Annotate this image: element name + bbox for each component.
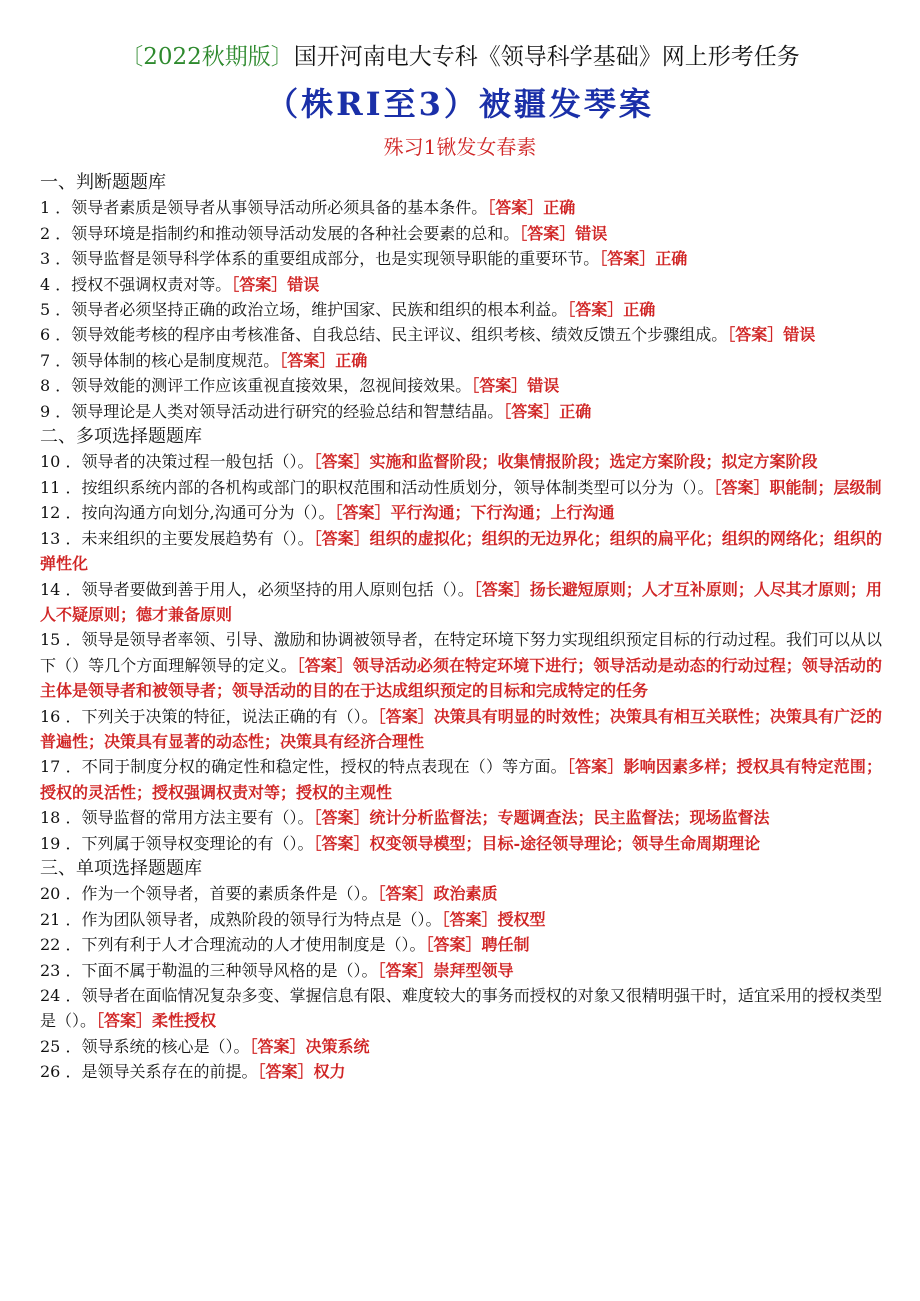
answer-text: ［答案］统计分析监督法；专题调查法；民主监督法；现场监督法 xyxy=(313,808,770,828)
question-number: 6 xyxy=(40,325,51,345)
question-item xyxy=(40,958,882,983)
answer-text: ［答案］错误 xyxy=(231,274,320,294)
answer-text: ［答案］柔性授权 xyxy=(96,1011,217,1031)
question-text: ．领导是领导者率领、引导、激励和协调被领导者，在特定环境下努力实现组织预定目标的行动过程。我们可以从以下（）等几个方面理解领导的定义。 xyxy=(40,630,882,675)
question-number: 17 xyxy=(40,757,61,777)
question-number: 21 xyxy=(40,909,61,929)
question-item xyxy=(40,1059,882,1084)
question-text: ．领导效能的测评工作应该重视直接效果，忽视间接效果。 xyxy=(55,376,472,396)
question-item xyxy=(40,449,882,474)
question-number: 7 xyxy=(40,350,51,370)
question-number: 22 xyxy=(40,935,61,955)
question-item xyxy=(40,500,882,525)
title-prefix: 〔2022秋期版〕 xyxy=(120,44,294,70)
question-item xyxy=(40,805,882,830)
question-text: ．领导体制的核心是制度规范。 xyxy=(55,350,280,370)
question-item xyxy=(40,983,882,1034)
question-text: ．未来组织的主要发展趋势有（）。 xyxy=(65,528,314,548)
question-number: 14 xyxy=(40,579,61,599)
question-item xyxy=(40,272,882,297)
answer-text: ［答案］组织的虚拟化；组织的无边界化；组织的扁平化；组织的网络化；组织的弹性化 xyxy=(40,528,882,574)
question-text: ．授权不强调权责对等。 xyxy=(55,274,232,294)
question-text: ．作为一个领导者，首要的素质条件是（）。 xyxy=(65,884,378,904)
question-item xyxy=(40,754,882,805)
question-number: 8 xyxy=(40,376,51,396)
answer-text: ［答案］决策系统 xyxy=(249,1036,370,1056)
question-number: 4 xyxy=(40,274,51,294)
answer-text: ［答案］崇拜型领导 xyxy=(377,960,514,980)
answer-text: ［答案］决策具有明显的时效性；决策具有相互关联性；决策具有广泛的普遍性；决策具有显著的动态性；决策具有经济合理性 xyxy=(40,706,882,751)
answer-text: ［答案］扬长避短原则；人才互补原则；人尽其才原则；用人不疑原则；德才兼备原则 xyxy=(40,579,882,624)
answer-text: ［答案］权力 xyxy=(257,1062,346,1082)
question-list xyxy=(40,170,882,1085)
practice-title: 殊习1锹发女春素 xyxy=(383,135,537,159)
question-number: 26 xyxy=(40,1062,61,1082)
question-text: ．不同于制度分权的确定性和稳定性，授权的特点表现在（）等方面。 xyxy=(65,757,567,777)
question-item xyxy=(40,373,882,398)
question-text: ．领导环境是指制约和推动领导活动发展的各种社会要素的总和。 xyxy=(55,223,520,243)
document-title xyxy=(0,42,920,72)
question-number: 9 xyxy=(40,401,51,421)
question-item xyxy=(40,246,882,271)
question-text: ．按组织系统内部的各机构或部门的职权范围和活动性质划分，领导体制类型可以分为（）。 xyxy=(65,477,714,497)
answer-text: ［答案］平行沟通；下行沟通；上行沟通 xyxy=(334,503,615,523)
question-item xyxy=(40,195,882,220)
document-subtitle: （株RI至3）被疆发琴案 xyxy=(266,85,654,123)
answer-text: ［答案］领导活动必须在特定环境下进行；领导活动是动态的行动过程；领导活动的主体是领导者和被领导者；领导活动的目的在于达成组织预定的目标和完成特定的任务 xyxy=(40,655,882,701)
question-text: ．下列关于决策的特征，说法正确的有（）。 xyxy=(65,706,378,726)
question-number: 20 xyxy=(40,884,61,904)
answer-text: ［答案］影响因素多样；授权具有特定范围；授权的灵活性；授权强调权责对等；授权的主观性 xyxy=(40,757,882,802)
question-text: ．按向沟通方向划分,沟通可分为（）。 xyxy=(65,503,335,523)
answer-text: ［答案］实施和监督阶段；收集情报阶段；选定方案阶段；拟定方案阶段 xyxy=(313,452,818,472)
answer-text: ［答案］正确 xyxy=(567,300,656,320)
question-item xyxy=(40,526,882,577)
question-item xyxy=(40,1034,882,1059)
section-heading: 二、多项选择题题库 xyxy=(40,426,202,448)
answer-text: ［答案］正确 xyxy=(599,249,688,269)
question-item xyxy=(40,399,882,424)
question-number: 12 xyxy=(40,503,61,523)
question-item xyxy=(40,881,882,906)
question-text: ．领导效能考核的程序由考核准备、自我总结、民主评议、组织考核、绩效反馈五个步骤组成。 xyxy=(55,325,728,345)
question-text: ．领导监督是领导科学体系的重要组成部分，也是实现领导职能的重要环节。 xyxy=(55,249,600,269)
question-item xyxy=(40,577,882,628)
question-text: ．领导理论是人类对领导活动进行研究的经验总结和智慧结晶。 xyxy=(55,401,504,421)
answer-text: ［答案］错误 xyxy=(471,376,560,396)
title-main: 国开河南电大专科《领导科学基础》网上形考任务 xyxy=(293,44,800,70)
question-text: ．领导者在面临情况复杂多变、掌握信息有限、难度较大的事务而授权的对象又很精明强干时，适宜采用的授权类型是（）。 xyxy=(40,986,882,1031)
question-item xyxy=(40,704,882,755)
question-number: 13 xyxy=(40,528,61,548)
question-number: 1 xyxy=(40,198,51,218)
question-number: 25 xyxy=(40,1036,61,1056)
question-number: 3 xyxy=(40,249,51,269)
answer-text: ［答案］聘任制 xyxy=(425,935,530,955)
answer-text: ［答案］正确 xyxy=(487,198,576,218)
answer-text: ［答案］权变领导模型；目标-途径领导理论；领导生命周期理论 xyxy=(313,833,761,853)
question-number: 2 xyxy=(40,223,51,243)
question-text: ．下面不属于勒温的三种领导风格的是（）。 xyxy=(65,960,378,980)
question-item xyxy=(40,831,882,856)
answer-text: ［答案］正确 xyxy=(279,350,368,370)
question-item xyxy=(40,221,882,246)
question-text: ．领导者素质是领导者从事领导活动所必须具备的基本条件。 xyxy=(55,198,488,218)
question-number: 18 xyxy=(40,808,61,828)
answer-text: ［答案］错误 xyxy=(727,325,816,345)
question-number: 16 xyxy=(40,706,61,726)
question-text: ．作为团队领导者，成熟阶段的领导行为特点是（）。 xyxy=(65,909,442,929)
answer-text: ［答案］授权型 xyxy=(441,909,546,929)
question-number: 5 xyxy=(40,300,51,320)
question-number: 23 xyxy=(40,960,61,980)
answer-text: ［答案］职能制；层级制 xyxy=(713,477,882,497)
question-text: ．下列有利于人才合理流动的人才使用制度是（）。 xyxy=(65,935,426,955)
question-item xyxy=(40,627,882,703)
question-text: ．领导者必须坚持正确的政治立场，维护国家、民族和组织的根本利益。 xyxy=(55,300,568,320)
question-text: ．下列属于领导权变理论的有（）。 xyxy=(65,833,314,853)
question-number: 24 xyxy=(40,986,61,1005)
question-text: ．领导者要做到善于用人，必须坚持的用人原则包括（）。 xyxy=(65,579,474,599)
question-item xyxy=(40,907,882,932)
answer-text: ［答案］正确 xyxy=(503,401,592,421)
question-item xyxy=(40,297,882,322)
answer-text: ［答案］错误 xyxy=(519,223,608,243)
question-item xyxy=(40,475,882,500)
question-number: 19 xyxy=(40,833,61,853)
question-text: ．领导者的决策过程一般包括（）。 xyxy=(65,452,314,472)
question-text: ．是领导关系存在的前提。 xyxy=(65,1062,258,1082)
question-text: ．领导监督的常用方法主要有（）。 xyxy=(65,808,314,828)
section-heading: 一、判断题题库 xyxy=(40,172,166,193)
question-number: 10 xyxy=(40,452,61,472)
question-number: 15 xyxy=(40,630,61,650)
question-number: 11 xyxy=(40,477,61,497)
section-heading: 三、单项选择题题库 xyxy=(40,857,202,879)
answer-text: ［答案］政治素质 xyxy=(377,884,498,904)
question-text: ．领导系统的核心是（）。 xyxy=(65,1036,250,1056)
question-item xyxy=(40,322,882,347)
question-item xyxy=(40,932,882,957)
question-item xyxy=(40,348,882,373)
